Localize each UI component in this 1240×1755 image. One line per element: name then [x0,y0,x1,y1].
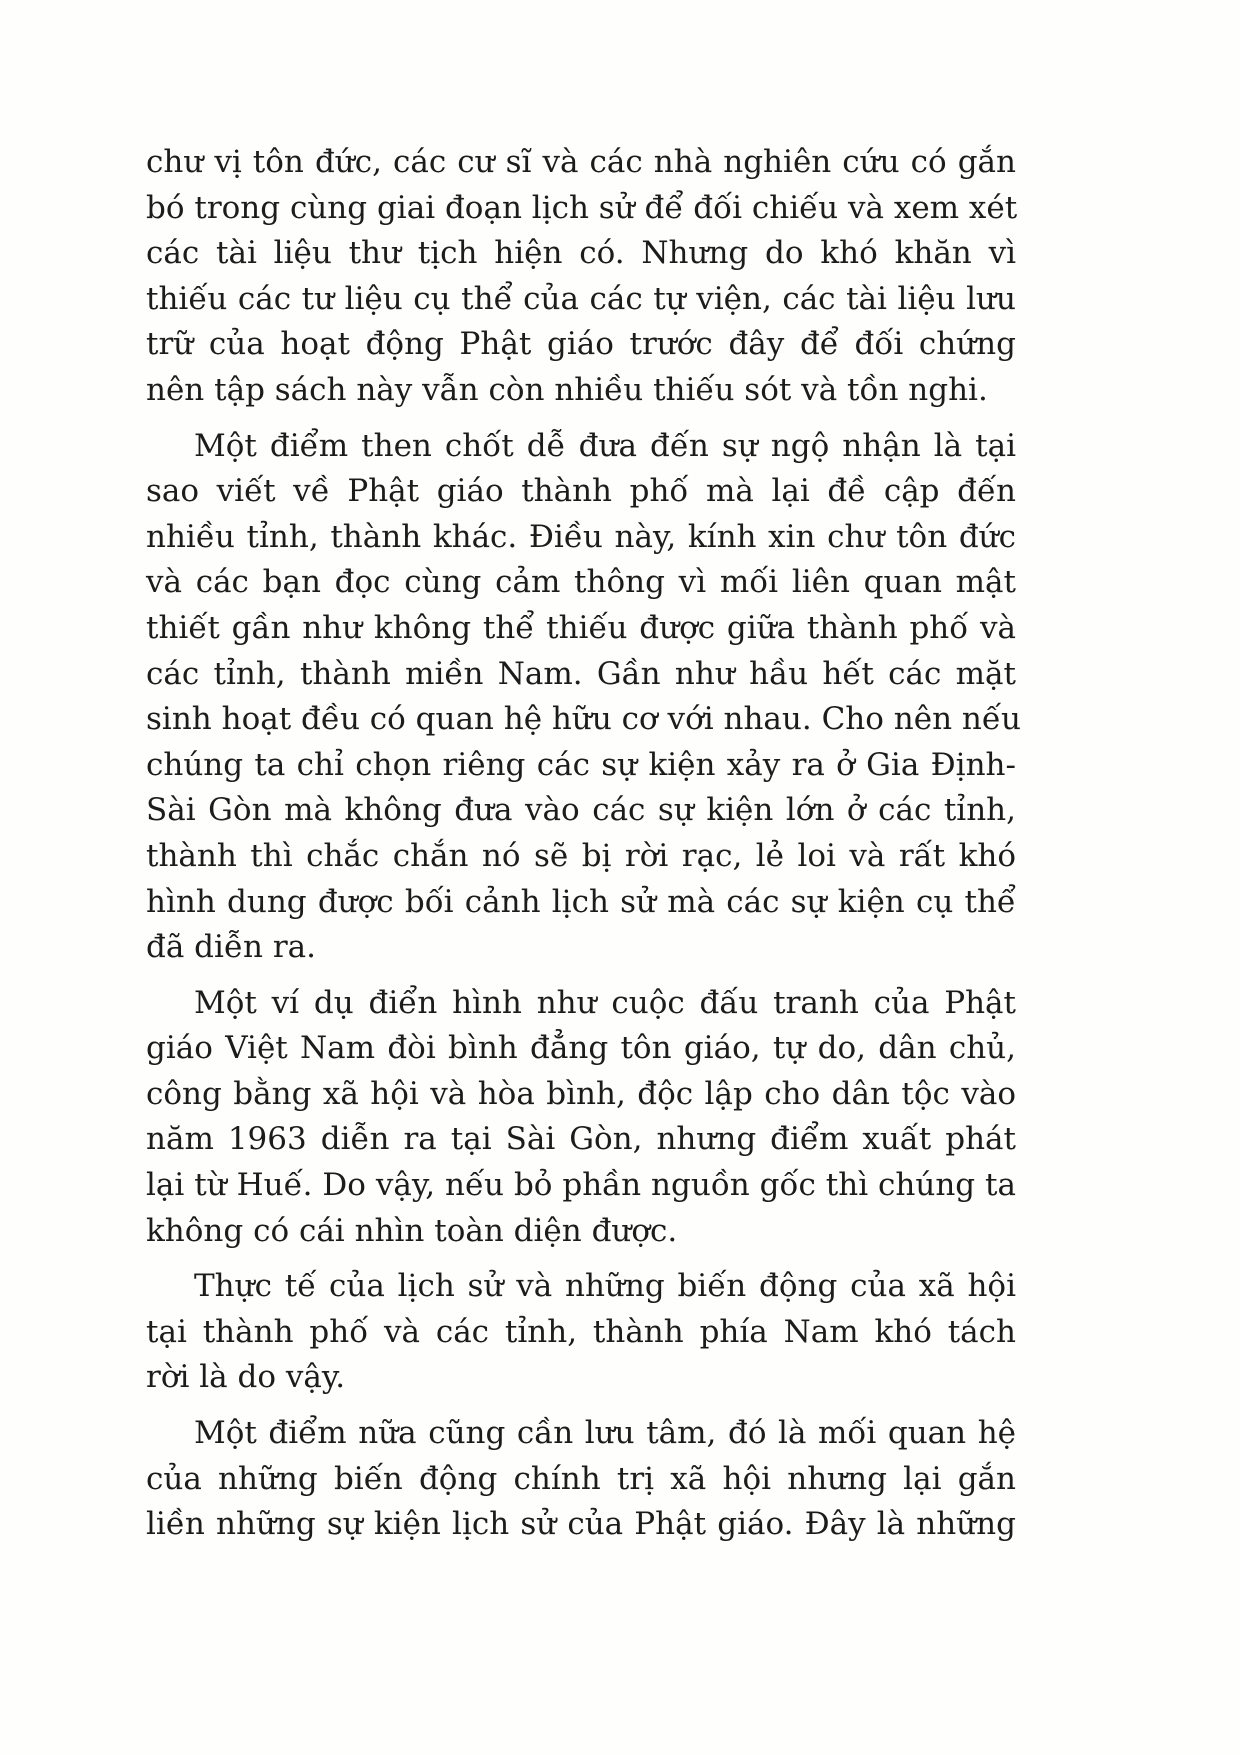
paragraph-1 [146,140,1016,414]
text-line: công bằng xã hội và hòa bình, độc lập cho dân tộc vào [146,1075,1016,1112]
text-line: Thực tế của lịch sử và những biến động của xã hội [194,1268,1016,1305]
text-line: và các bạn đọc cùng cảm thông vì mối liên quan mật [146,564,1016,601]
body-text [146,140,1021,1548]
paragraph-5 [146,1411,1016,1548]
text-line: Một điểm then chốt dễ đưa đến sự ngộ nhận là tại [194,427,1016,464]
text-line: Một điểm nữa cũng cần lưu tâm, đó là mối quan hệ [194,1415,1016,1452]
text-line: thiếu các tư liệu cụ thể của các tự viện, các tài liệu lưu [146,280,1016,317]
text-line: hình dung được bối cảnh lịch sử mà các sự kiện cụ thể [146,883,1016,920]
text-line: năm 1963 diễn ra tại Sài Gòn, nhưng điểm xuất phát [146,1121,1016,1158]
text-line: chư vị tôn đức, các cư sĩ và các nhà nghiên cứu có gắn [146,144,1016,180]
text-line: liền những sự kiện lịch sử của Phật giáo. Đây là những [146,1506,1016,1543]
text-line: các tỉnh, thành miền Nam. Gần như hầu hết các mặt [146,655,1016,692]
text-line: nhiều tỉnh, thành khác. Điều này, kính xin chư tôn đức [146,518,1016,555]
text-line: lại từ Huế. Do vậy, nếu bỏ phần nguồn gốc thì chúng ta [146,1167,1016,1204]
text-line: bó trong cùng giai đoạn lịch sử để đối chiếu và xem xét [146,189,1018,226]
text-line: sinh hoạt đều có quan hệ hữu cơ với nhau. Cho nên nếu [146,701,1021,738]
text-line: thiết gần như không thể thiếu được giữa thành phố và [146,609,1016,646]
text-line: tại thành phố và các tỉnh, thành phía Nam khó tách [146,1313,1016,1350]
text-line: sao viết về Phật giáo thành phố mà lại đề cập đến [146,473,1016,510]
text-line: Sài Gòn mà không đưa vào các sự kiện lớn ở các tỉnh, [146,792,1016,829]
paragraph-2 [146,424,1021,971]
text-line: trữ của hoạt động Phật giáo trước đây để đối chứng [146,326,1016,363]
paragraph-3 [146,981,1016,1255]
text-line: giáo Việt Nam đòi bình đẳng tôn giáo, tự do, dân chủ, [146,1030,1016,1067]
paragraph-4 [146,1264,1016,1401]
text-line: của những biến động chính trị xã hội nhưng lại gắn [146,1460,1016,1497]
text-line: Một ví dụ điển hình như cuộc đấu tranh của Phật [194,984,1016,1021]
text-line: chúng ta chỉ chọn riêng các sự kiện xảy ra ở Gia Định- [146,746,1016,783]
text-line: các tài liệu thư tịch hiện có. Nhưng do khó khăn vì [146,235,1016,272]
text-line: rời là do vậy. [146,1359,346,1396]
text-line: thành thì chắc chắn nó sẽ bị rời rạc, lẻ loi và rất khó [146,837,1016,874]
text-line: nên tập sách này vẫn còn nhiều thiếu sót và tồn nghi. [146,371,988,408]
text-line: không có cái nhìn toàn diện được. [146,1212,678,1249]
text-line: đã diễn ra. [146,929,316,966]
